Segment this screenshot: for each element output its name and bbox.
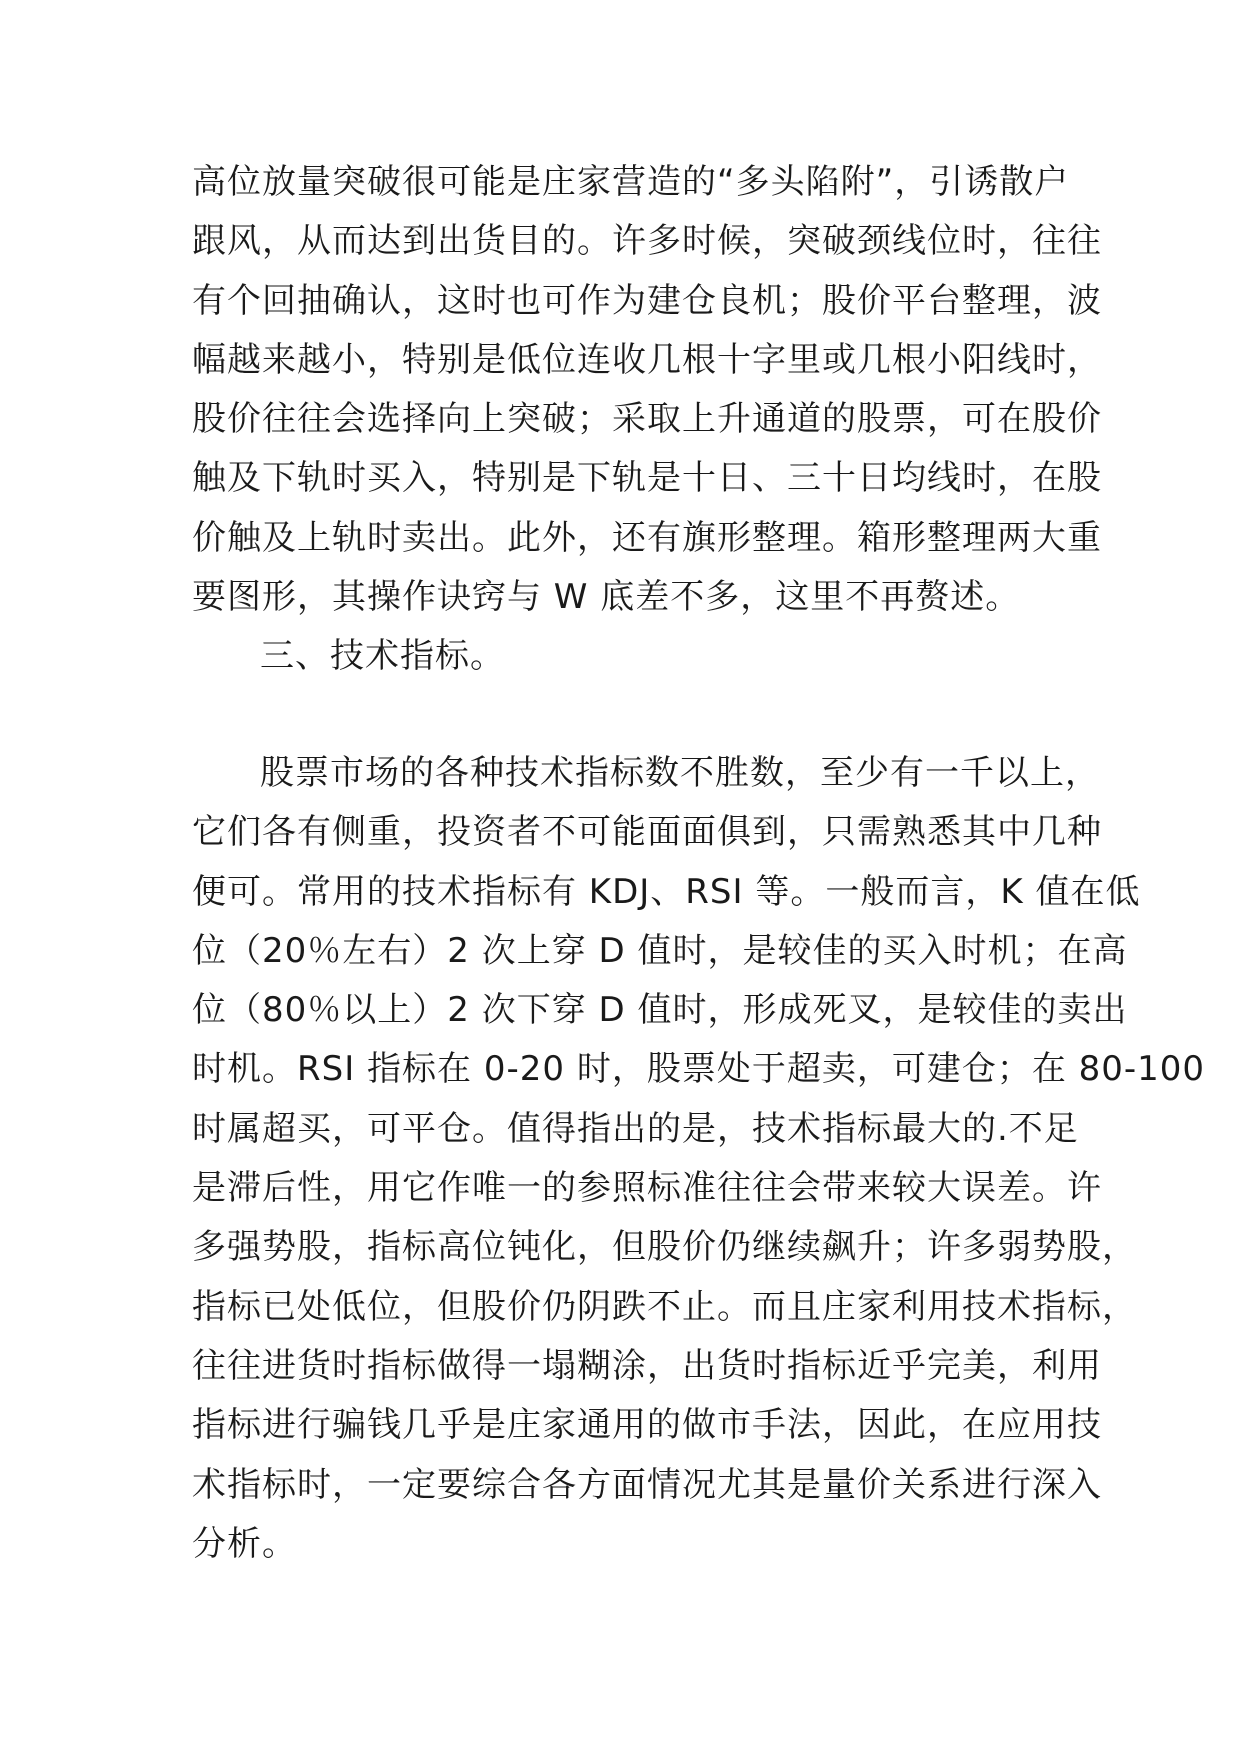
text-line: 有个回抽确认，这时也可作为建仓良机；股价平台整理，波 (192, 280, 1102, 321)
paragraph-pattern-analysis (192, 153, 1102, 687)
text-line: 股票市场的各种技术指标数不胜数，至少有一千以上， (260, 753, 1100, 793)
section-heading: 三、技术指标。 (260, 636, 505, 677)
text-line: 术指标时，一定要综合各方面情况尤其是量价关系进行深入 (192, 1464, 1102, 1505)
text-line: 往往进货时指标做得一塌糊涂，出货时指标近乎完美，利用 (192, 1345, 1102, 1386)
text-line: 幅越来越小，特别是低位连收几根十字里或几根小阳线时， (192, 339, 1102, 380)
text-line: 高位放量突破很可能是庄家营造的“多头陷附”，引诱散户 (192, 162, 1070, 202)
text-line: 多强势股，指标高位钝化，但股价仍继续飙升；许多弱势股， (192, 1227, 1137, 1268)
text-line: 价触及上轨时卖出。此外，还有旗形整理。箱形整理两大重 (192, 517, 1102, 558)
text-line: 分析。 (192, 1523, 297, 1564)
text-line: 它们各有侧重，投资者不可能面面俱到，只需熟悉其中几种 (192, 812, 1102, 853)
text-line: 跟风，从而达到出货目的。许多时候，突破颈线位时，往往 (192, 221, 1102, 262)
text-line: 指标已处低位，但股价仍阴跌不止。而且庄家利用技术指标， (192, 1286, 1137, 1327)
text-line: 位（20％左右）2 次上穿 D 值时，是较佳的买入时机；在高 (192, 930, 1128, 971)
text-line: 时机。RSI 指标在 0-20 时，股票处于超卖，可建仓；在 80-100 (192, 1049, 1206, 1090)
text-line: 触及下轨时买入，特别是下轨是十日、三十日均线时，在股 (192, 458, 1102, 499)
text-line: 指标进行骗钱几乎是庄家通用的做市手法，因此，在应用技 (192, 1405, 1102, 1446)
text-line: 是滞后性，用它作唯一的参照标准往往会带来较大误差。许 (192, 1168, 1102, 1209)
text-line: 要图形，其操作诀窍与 W 底差不多，这里不再赘述。 (192, 577, 1021, 618)
paragraph-technical-indicators (192, 744, 1206, 1574)
text-line: 位（80％以上）2 次下穿 D 值时，形成死叉，是较佳的卖出 (192, 990, 1128, 1031)
text-line: 股价往往会选择向上突破；采取上升通道的股票，可在股价 (192, 399, 1102, 440)
text-line: 时属超买，可平仓。值得指出的是，技术指标最大的.不足 (192, 1108, 1079, 1149)
text-line: 便可。常用的技术指标有 KDJ、RSI 等。一般而言，K 值在低 (192, 871, 1141, 912)
